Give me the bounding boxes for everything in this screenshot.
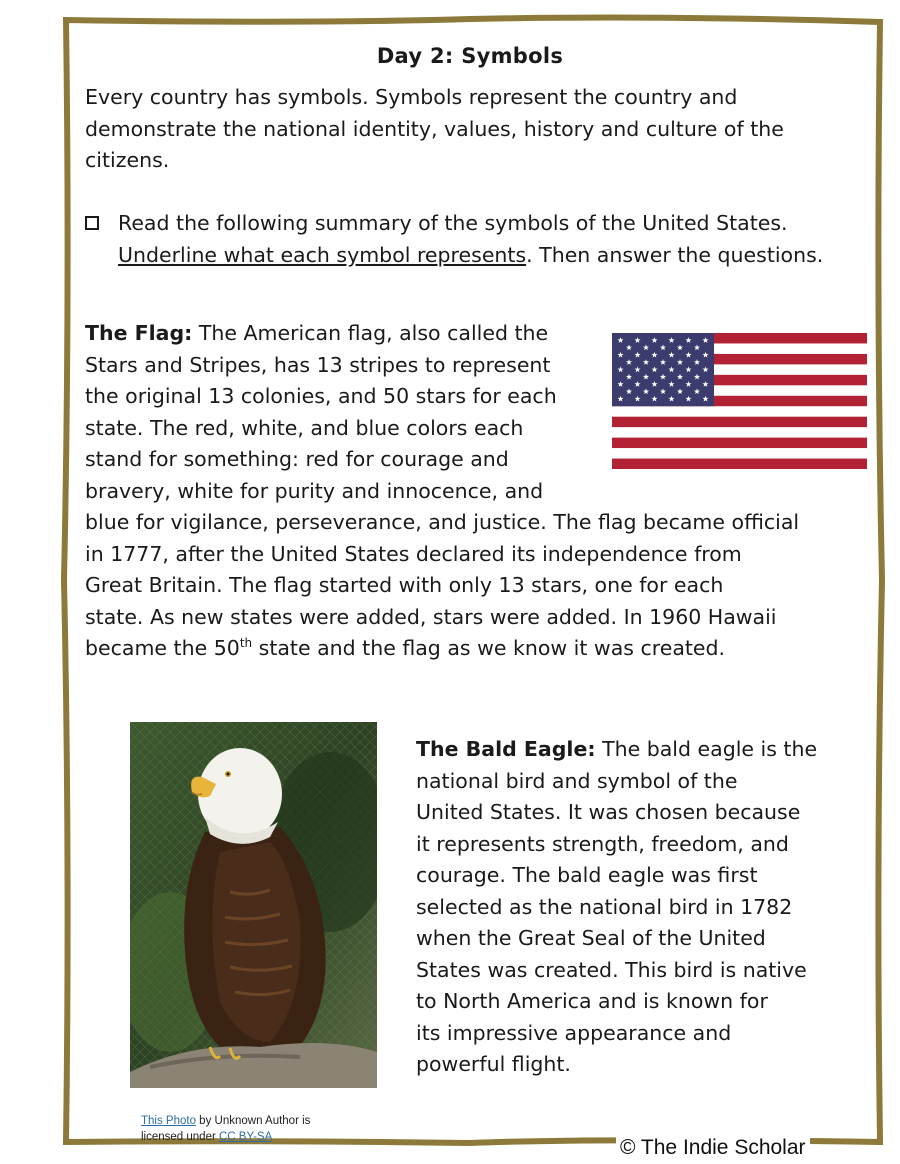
eagle-heading: The Bald Eagle: bbox=[416, 737, 596, 761]
flag-heading: The Flag: bbox=[85, 321, 193, 345]
eagle-paragraph: The Bald Eagle: The bald eagle is the national bird and symbol of the United States. It was chosen because it represents strength, freedom, and courage. The bald eagle was first selected as the national bird in 1782 when the Great Seal of the United States was created. This bird is native to North America and is known for its impressive appearance and powerful flight. bbox=[416, 737, 818, 1076]
page-title: Day 2: Symbols bbox=[376, 44, 564, 68]
photo-link[interactable]: This Photo bbox=[141, 1115, 196, 1127]
task-text: Read the following summary of the symbols of the United States. Underline what each symbol represents. Then answer the questions. bbox=[118, 211, 824, 267]
copyright-notice: © The Indie Scholar bbox=[616, 1136, 810, 1160]
intro-paragraph: Every country has symbols. Symbols represent the country and demonstrate the national identity, values, history and culture of the citizens. bbox=[85, 85, 784, 172]
flag-paragraph: The Flag: The American flag, also called the Stars and Stripes, has 13 stripes to represent the original 13 colonies, and 50 stars for each state. The red, white, and blue colors each stand for something: red for courage and bravery, white for purity and innocence, and blue for vigilance, perseverance, and justice. The flag became official in 1777, after the United States declared its independence from Great Britain. The flag started with only 13 stars, one for each state. As new states were added, stars were added. In 1960 Hawaii became the 50th state and the flag as we know it was created. bbox=[85, 321, 800, 660]
checkbox[interactable] bbox=[85, 216, 99, 230]
bald-eagle-photo bbox=[130, 722, 377, 1088]
photo-credit: This Photo by Unknown Author is licensed under CC BY-SA bbox=[141, 1115, 311, 1143]
license-link[interactable]: CC BY-SA bbox=[219, 1131, 273, 1143]
underline-instruction: Underline what each symbol represents bbox=[118, 242, 527, 267]
